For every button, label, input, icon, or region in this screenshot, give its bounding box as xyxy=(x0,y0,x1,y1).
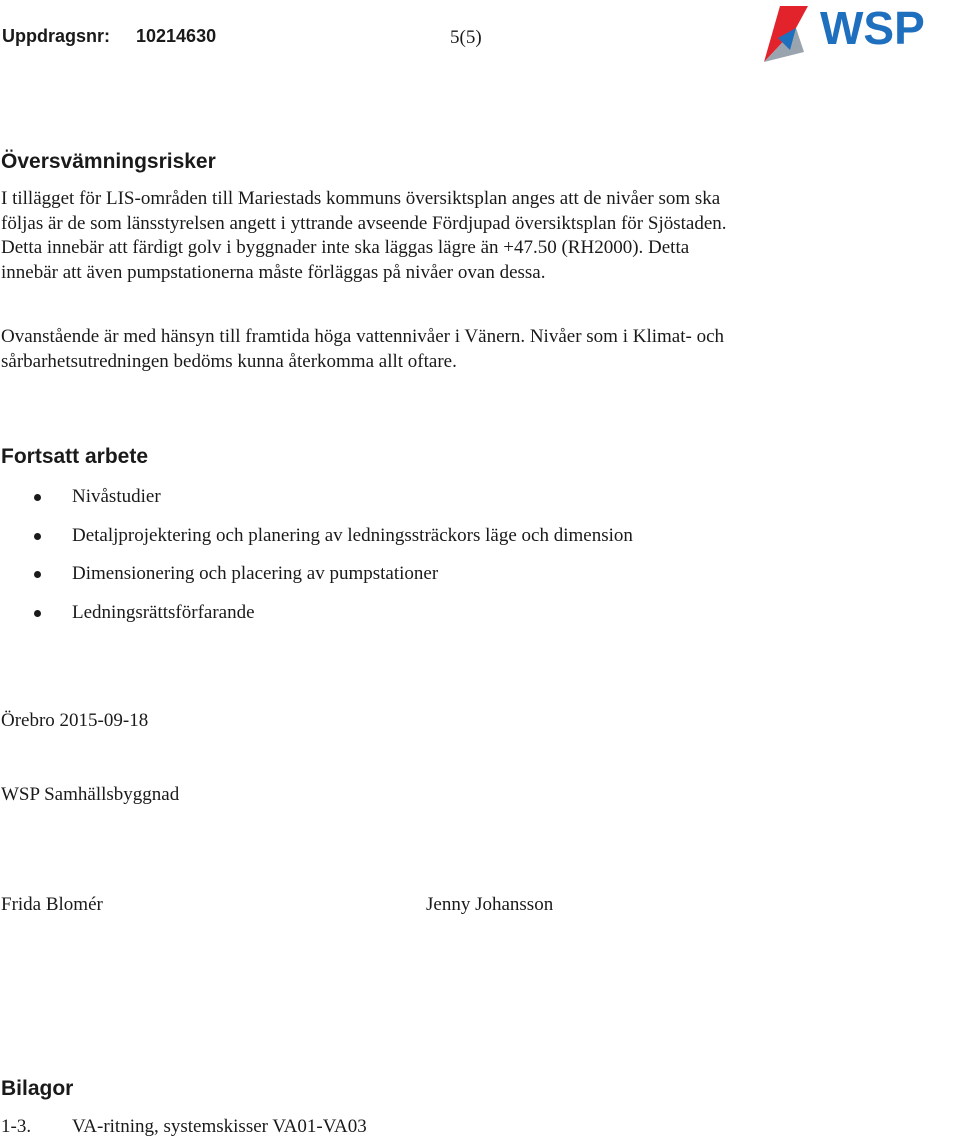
section-heading-flood-risks: Översvämningsrisker xyxy=(1,150,216,173)
attachment-number: 1-3. xyxy=(1,1116,32,1137)
continued-work-list xyxy=(0,483,633,637)
assignment-number: 10214630 xyxy=(136,26,217,46)
bullet-icon xyxy=(34,610,41,617)
page-number: 5(5) xyxy=(450,27,482,48)
bullet-icon xyxy=(34,533,41,540)
bullet-icon xyxy=(34,494,41,501)
list-item: Ledningsrättsförfarande xyxy=(0,599,633,638)
paragraph-flood-levels: I tillägget för LIS-områden till Mariestads kommuns översiktsplan anges att de nivåer som ska följas är de som länsstyrelsen angett i yttrande avseende Fördjupad översiktsplan för Sjöstaden. Detta innebär att färdigt golv i byggnader inte ska läggas lägre än +47.50 (RH2000). Detta innebär att även pumpstationerna måste förläggas på nivåer ovan dessa. xyxy=(1,188,727,283)
assignment-label: Uppdragsnr: xyxy=(2,26,110,46)
company-name: WSP Samhällsbyggnad xyxy=(1,784,180,805)
paragraph-water-levels: Ovanstående är med hänsyn till framtida höga vattennivåer i Vänern. Nivåer som i Klimat- och sårbarhetsutredningen bedöms kunna återkomma allt oftare. xyxy=(1,326,725,372)
list-item: Nivåstudier xyxy=(0,483,633,522)
section-heading-continued-work: Fortsatt arbete xyxy=(1,445,149,468)
list-item: Dimensionering och placering av pumpstationer xyxy=(0,560,633,599)
signer-name: Frida Blomér xyxy=(1,894,103,915)
attachment-description: VA-ritning, systemskisser VA01-VA03 xyxy=(72,1116,367,1137)
signer-name: Jenny Johansson xyxy=(426,894,554,915)
attachments-heading: Bilagor xyxy=(1,1077,74,1100)
list-item: Detaljprojektering och planering av ledningssträckors läge och dimension xyxy=(0,522,633,561)
wsp-logo-mark xyxy=(760,0,960,64)
wsp-logo xyxy=(760,0,960,64)
logo-wordmark: WSP xyxy=(820,2,925,54)
bullet-icon xyxy=(34,571,41,578)
place-date: Örebro 2015-09-18 xyxy=(1,710,149,731)
